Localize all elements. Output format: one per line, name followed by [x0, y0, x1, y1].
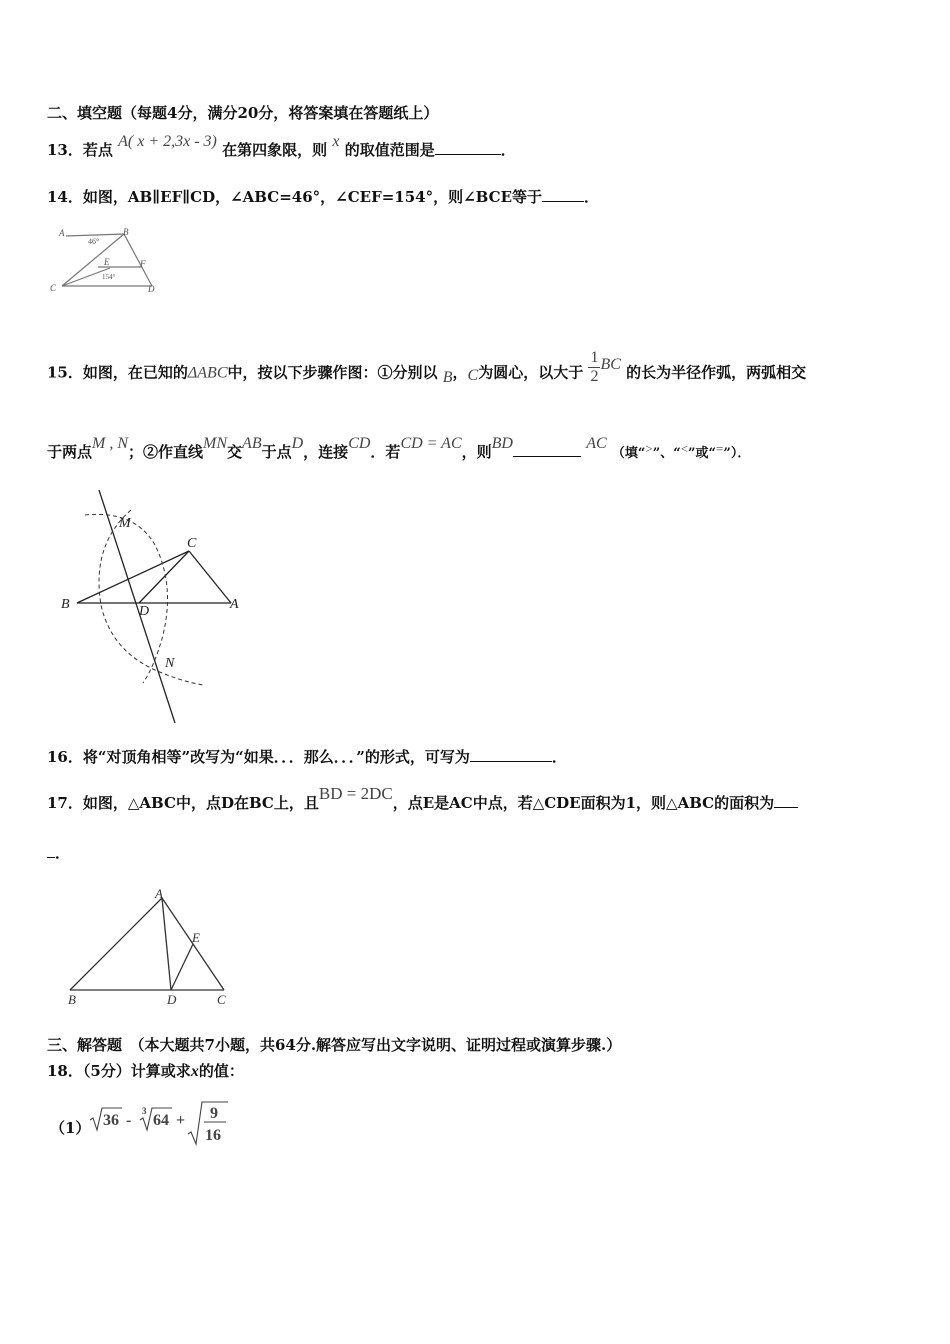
q18-frac-den: 16	[205, 1127, 221, 1144]
q14-label-e: E	[104, 257, 110, 267]
q15-p12: （填“	[611, 446, 646, 461]
q14-label-a: A	[59, 228, 65, 238]
q15-p9: ，连接	[303, 443, 349, 461]
q15-point-b: B	[442, 368, 453, 386]
q15-p1: 15．如图，在已知的	[47, 363, 188, 382]
q18-variable: x	[190, 1063, 199, 1080]
q15-bd: BD	[491, 435, 513, 452]
q14-end: ．	[584, 188, 600, 206]
q18-tail: 的值：	[198, 1062, 244, 1080]
q15-p14: ”或“	[688, 446, 716, 461]
q13-variable: x	[332, 133, 340, 150]
q15-ab: AB	[242, 435, 262, 452]
q15-label-c: C	[187, 536, 197, 551]
q18-part1-label: （1）	[50, 1119, 91, 1137]
q17-segment-de	[171, 944, 193, 990]
question-17	[47, 784, 798, 813]
q14-line-ab	[66, 234, 124, 236]
q18-minus: -	[126, 1112, 132, 1129]
q15-comma: ，	[452, 363, 468, 382]
q15-frac-den: 2	[590, 368, 599, 385]
q15-mn: M , N	[92, 435, 129, 452]
q14-angle-46: 46°	[88, 237, 100, 246]
q15-segment-cd	[139, 551, 189, 603]
q15-p8: 于点	[261, 443, 292, 461]
q15-label-n: N	[165, 656, 175, 671]
q15-arc-from-b	[85, 514, 168, 683]
section3-heading: 三、解答题 （本大题共7小题，共64分.解答应写出文字说明、证明过程或演算步骤.）	[47, 1036, 622, 1054]
section2-heading: 二、填空题（每题4分，满分20分，将答案填在答题纸上）	[47, 104, 439, 122]
q13-point-expression: A( x + 2,3x - 3)	[118, 133, 217, 150]
q13-end: ．	[500, 141, 516, 159]
q18-text: 18．（5分）计算或求	[47, 1062, 191, 1080]
q13-tail: 的取值范围是	[344, 141, 435, 159]
q17-figure	[60, 880, 240, 1010]
q15-cd: CD	[348, 435, 371, 452]
q15-p13: ”、“	[652, 446, 681, 461]
q16-end: ．	[551, 748, 567, 766]
q14-label-f: F	[140, 259, 146, 269]
q15-p15: ”）．	[723, 446, 751, 461]
q15-mn-line: MN	[203, 435, 228, 452]
q18-root2: 64	[153, 1112, 169, 1129]
question-13	[47, 133, 516, 161]
q17-p2: ，点E是AC中点，若△CDE面积为1，则△ABC的面积为	[392, 794, 775, 812]
q15-figure	[55, 485, 255, 730]
q13-mid: 在第四象限，则	[222, 141, 328, 159]
q15-label-b: B	[61, 597, 70, 612]
q14-text: 14．如图，AB∥EF∥CD，∠ABC=46°，∠CEF=154°，则∠BCE等于	[47, 188, 543, 206]
q14-label-d: D	[148, 284, 155, 294]
q15-answer-blank[interactable]	[513, 442, 581, 457]
q18-frac-num: 9	[210, 1105, 218, 1122]
q18-cube-index: 3	[142, 1106, 147, 1116]
q15-p5: 于两点	[47, 443, 93, 461]
q17-label-c: C	[217, 992, 226, 1007]
q13-number: 13．若点	[47, 141, 113, 159]
q14-label-c: C	[50, 283, 57, 293]
q15-ac: AC	[586, 435, 607, 452]
question-17-cont	[47, 843, 70, 863]
q15-p7: 交	[227, 443, 243, 461]
question-15-line1	[47, 349, 807, 392]
question-16	[47, 747, 567, 767]
q15-point-d: D	[291, 435, 304, 452]
q13-answer-blank[interactable]	[435, 140, 501, 155]
question-15-line2	[47, 435, 751, 464]
q15-eq: =	[716, 441, 724, 456]
q16-answer-blank[interactable]	[470, 747, 552, 762]
q15-label-d: D	[139, 604, 150, 619]
q15-p6: ；②作直线	[128, 443, 204, 461]
q15-point-c: C	[467, 366, 479, 384]
q14-angle-154: 154°	[102, 273, 116, 281]
q17-label-a: A	[155, 886, 163, 901]
q15-line-mn	[99, 490, 175, 723]
q15-lt: <	[680, 441, 689, 456]
q17-expression: BD = 2DC	[318, 784, 393, 803]
q14-figure	[48, 224, 168, 304]
q17-segment-ad	[162, 898, 171, 990]
q17-answer-blank[interactable]	[774, 793, 798, 808]
q17-p1: 17．如图，△ABC中，点D在BC上，且	[47, 794, 319, 812]
q17-label-e: E	[192, 930, 200, 945]
q14-line-bd	[124, 234, 152, 286]
q14-answer-blank[interactable]	[542, 187, 584, 202]
q17-answer-blank-cont[interactable]	[47, 843, 55, 858]
q15-p4: 的长为半径作弧，两弧相交	[626, 363, 807, 382]
q15-segment-ca	[189, 551, 231, 603]
question-18	[47, 1061, 244, 1082]
q15-gt: >	[645, 441, 653, 456]
q15-p10: ．若	[370, 443, 401, 461]
q15-p3: 为圆心，以大于	[478, 363, 584, 382]
q15-bc: BC	[600, 355, 621, 373]
q17-segment-ab	[70, 898, 162, 990]
q16-text: 16．将“对顶角相等”改写为“如果．．．那么．．．”的形式，可写为	[47, 748, 470, 766]
q18-root1: 36	[103, 1112, 119, 1129]
q18-part1-expression	[88, 1100, 278, 1146]
q17-end: ．	[55, 844, 71, 862]
q15-fraction	[588, 349, 600, 386]
q15-condition: CD = AC	[400, 435, 462, 452]
q15-label-a: A	[230, 597, 239, 612]
question-14	[47, 187, 599, 207]
q14-label-b: B	[123, 227, 129, 237]
q15-label-m: M	[119, 516, 131, 531]
q17-label-b: B	[68, 992, 76, 1007]
q18-plus: +	[176, 1112, 186, 1129]
q15-triangle: ΔABC	[187, 364, 228, 382]
q17-label-d: D	[167, 992, 177, 1007]
q15-p11: ，则	[461, 443, 492, 461]
q15-p2: 中，按以下步骤作图：①分别以	[227, 363, 438, 382]
q15-frac-num: 1	[590, 349, 599, 366]
